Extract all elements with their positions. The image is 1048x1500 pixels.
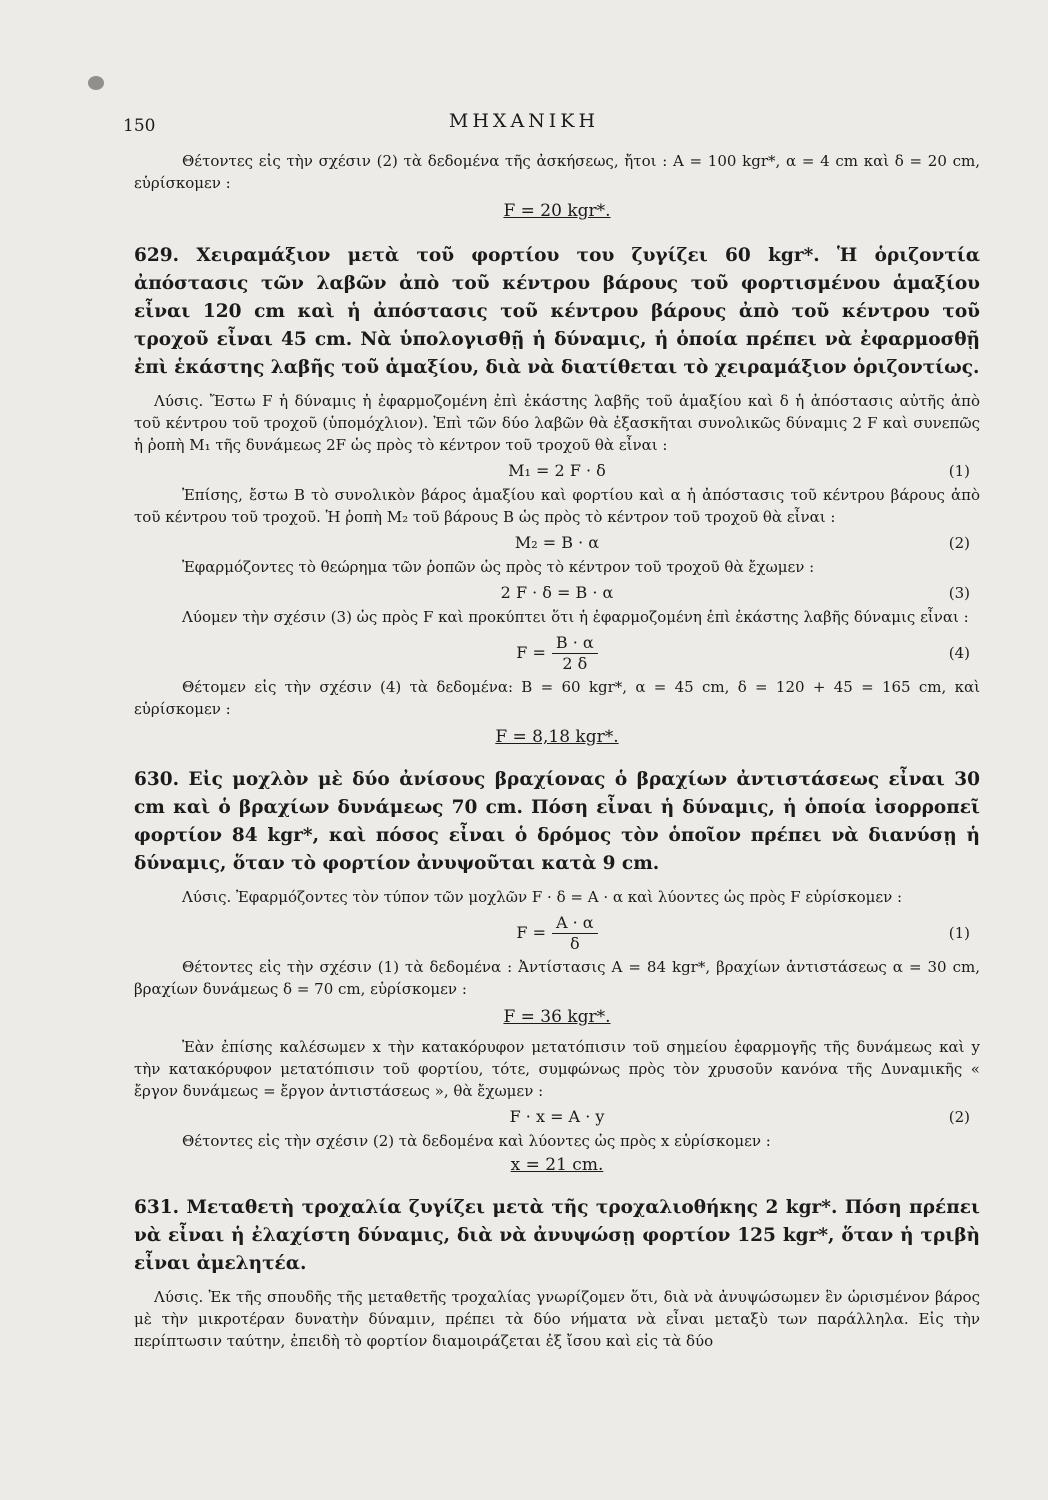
- solution-629-part3: Ἐφαρμόζοντες τὸ θεώρημα τῶν ῥοπῶν ὡς πρὸς τὸ κέντρον τοῦ τροχοῦ θὰ ἔχωμεν :: [182, 558, 815, 576]
- solution-631-part1: Λύσις. Ἐκ τῆς σπουδῆς τῆς μεταθετῆς τροχαλίας γνωρίζομεν ὅτι, διὰ νὰ ἀνυψώσωμεν ἓν ὡρισμένον βάρος μὲ τὴν μικροτέραν δυνατὴν δύναμιν, πρέπει τὰ δύο νήματα νὰ εἶναι μεταξὺ των παράλληλα. Εἰς τὴν περίπτωσιν ταύτην, ἐπειδὴ τὸ φορτίον διαμοιράζεται ἐξ ἴσου καὶ εἰς τὰ δύο: [134, 1288, 980, 1350]
- equation-629-1: M₁ = 2 F · δ (1): [508, 461, 970, 480]
- result-630-distance: x = 21 cm.: [510, 1155, 604, 1175]
- solution-629-part1: Λύσις. Ἔστω F ἡ δύναμις ἡ ἐφαρμοζομένη ἐπὶ ἑκάστης λαβῆς τοῦ ἁμαξίου καὶ δ ἡ ἀπόστασις αὐτῆς ἀπὸ τοῦ κέντρου τοῦ τροχοῦ (ὑπομόχλιον). Ἐπὶ τῶν δύο λαβῶν θὰ ἐξασκῆται συνολικῶς δύναμις 2 F καὶ συνεπῶς ἡ ῥοπὴ M₁ τῆς δυνάμεως 2F ὡς πρὸς τὸ κέντρον τοῦ τροχοῦ θὰ εἶναι :: [134, 392, 980, 454]
- running-title: ΜΗΧΑΝΙΚΗ: [448, 110, 600, 132]
- solution-630-part4: Θέτοντες εἰς τὴν σχέσιν (2) τὰ δεδομένα καὶ λύοντες ὡς πρὸς x εὑρίσκομεν :: [182, 1132, 771, 1150]
- equation-630-2: F · x = A · y (2): [509, 1107, 970, 1126]
- equation-629-3: 2 F · δ = B · α (3): [500, 583, 970, 602]
- solution-630-part3: Ἐὰν ἐπίσης καλέσωμεν x τὴν κατακόρυφον μετατόπισιν τοῦ σημείου ἐφαρμογῆς τῆς δυνάμεως καὶ y τὴν κατακόρυφον μετατόπισιν τοῦ φορτίου, τότε, συμφώνως πρὸς τὸν χρυσοῦν κανόνα τῆς Δυναμικῆς « ἔργον δυνάμεως = ἔργον ἀντιστάσεως », θὰ ἔχωμεν :: [134, 1038, 980, 1100]
- problem-629: 629. Χειραμάξιον μετὰ τοῦ φορτίου του ζυγίζει 60 kgr*. Ἡ ὁριζοντία ἀπόστασις τῶν λαβῶν ἀπὸ τοῦ κέντρου βάρους τοῦ φορτισμένου ἁμαξίου εἶναι 120 cm καὶ ἡ ἀπόστασις τοῦ κέντρου βάρους ἀπὸ τοῦ κέντρου τοῦ τροχοῦ εἶναι 45 cm. Νὰ ὑπολογισθῇ ἡ δύναμις, ἡ ὁποία πρέπει νὰ ἐφαρμοσθῇ ἐπὶ ἑκάστης λαβῆς τοῦ ἁμαξίου, διὰ νὰ διατίθεται τὸ χειραμάξιον ὁριζοντίως.: [134, 245, 980, 378]
- page-content: [134, 150, 980, 1352]
- problem-631: 631. Μεταθετὴ τροχαλία ζυγίζει μετὰ τῆς τροχαλιοθήκης 2 kgr*. Πόση πρέπει νὰ εἶναι ἡ ἐλαχίστη δύναμις, διὰ νὰ ἀνυψώσῃ φορτίον 125 kgr*, ὅταν ἡ τριβὴ εἶναι ἀμελητέα.: [134, 1197, 980, 1274]
- equation-629-4: F = $\frac{B \cdot \alpha}{2 \delta}$ (4): [516, 632, 970, 673]
- solution-629-part5: Θέτομεν εἰς τὴν σχέσιν (4) τὰ δεδομένα: B = 60 kgr*, α = 45 cm, δ = 120 + 45 = 165 cm, καὶ εὑρίσκομεν :: [134, 678, 980, 718]
- ink-spot: [88, 76, 104, 90]
- intro-text: Θέτοντες εἰς τὴν σχέσιν (2) τὰ δεδομένα τῆς ἀσκήσεως, ἤτοι : Α = 100 kgr*, α = 4 cm καὶ δ = 20 cm, εὑρίσκομεν :: [134, 152, 980, 192]
- problem-630: 630. Εἰς μοχλὸν μὲ δύο ἀνίσους βραχίονας ὁ βραχίων ἀντιστάσεως εἶναι 30 cm καὶ ὁ βραχίων δυνάμεως 70 cm. Πόση εἶναι ἡ δύναμις, ἡ ὁποία ἰσορροπεῖ φορτίον 84 kgr*, καὶ πόσος εἶναι ὁ δρόμος τὸν ὁποῖον πρέπει νὰ διανύσῃ ἡ δύναμις, ὅταν τὸ φορτίον ἀνυψοῦται κατὰ 9 cm.: [134, 769, 980, 874]
- equation-630-1: F = $\frac{A \cdot \alpha}{\delta}$ (1): [516, 912, 970, 953]
- solution-629-part4: Λύομεν τὴν σχέσιν (3) ὡς πρὸς F καὶ προκύπτει ὅτι ἡ ἐφαρμοζομένη ἐπὶ ἑκάστης λαβῆς δύναμις εἶναι :: [182, 608, 969, 626]
- solution-629-part2: Ἐπίσης, ἔστω Β τὸ συνολικὸν βάρος ἁμαξίου καὶ φορτίου καὶ α ἡ ἀπόστασις τοῦ κέντρου βάρους ἀπὸ τοῦ κέντρου τοῦ τροχοῦ. Ἡ ῥοπὴ M₂ τοῦ βάρους Β ὡς πρὸς τὸ κέντρον τοῦ τροχοῦ θὰ εἶναι :: [134, 486, 980, 526]
- equation-629-2: M₂ = B · α (2): [514, 533, 970, 552]
- solution-630-part1: Λύσις. Ἐφαρμόζοντες τὸν τύπον τῶν μοχλῶν F · δ = A · α καὶ λύοντες ὡς πρὸς F εὑρίσκομεν :: [182, 888, 903, 906]
- result-629: F = 8,18 kgr*.: [495, 727, 619, 747]
- page-header: [0, 108, 1048, 138]
- solution-630-part2: Θέτοντες εἰς τὴν σχέσιν (1) τὰ δεδομένα : Ἀντίστασις A = 84 kgr*, βραχίων ἀντιστάσεως α = 30 cm, βραχίων δυνάμεως δ = 70 cm, εὑρίσκομεν :: [134, 958, 980, 998]
- intro-result: F = 20 kgr*.: [503, 201, 611, 221]
- result-630-force: F = 36 kgr*.: [503, 1007, 611, 1027]
- page-number: 150: [123, 116, 156, 136]
